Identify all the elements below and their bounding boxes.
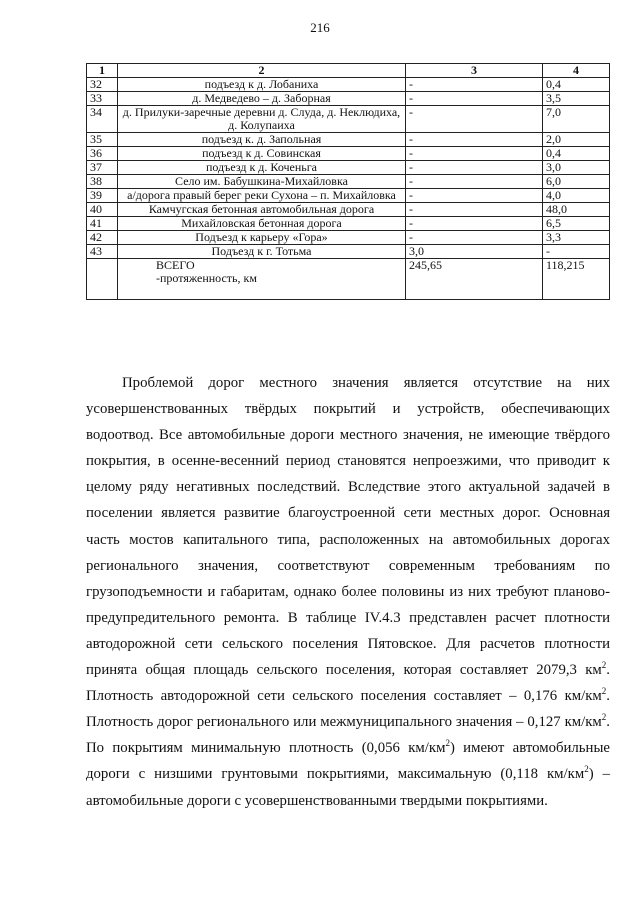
paragraph-text-4: . По покрытиям минимальную плотность (0,056 км/км xyxy=(86,714,610,757)
value-col-3: - xyxy=(406,106,543,133)
table-row xyxy=(87,78,610,92)
value-col-4: 6,5 xyxy=(543,217,610,231)
value-col-4: 0,4 xyxy=(543,78,610,92)
table-row xyxy=(87,217,610,231)
page-number: 216 xyxy=(310,20,330,35)
road-name: подъезд к. д. Запольная xyxy=(118,133,406,147)
table-row xyxy=(87,133,610,147)
table-row xyxy=(87,161,610,175)
total-empty-cell xyxy=(87,259,118,300)
table-row xyxy=(87,175,610,189)
road-name: Подъезд к карьеру «Гора» xyxy=(118,231,406,245)
road-name: Подъезд к г. Тотьма xyxy=(118,245,406,259)
value-col-3: - xyxy=(406,175,543,189)
table-row xyxy=(87,189,610,203)
row-number: 40 xyxy=(87,203,118,217)
total-row xyxy=(87,259,610,300)
superscript: 2 xyxy=(584,764,589,775)
value-col-4: 3,3 xyxy=(543,231,610,245)
header-col-4: 4 xyxy=(543,64,610,78)
value-col-4: 6,0 xyxy=(543,175,610,189)
header-col-2: 2 xyxy=(118,64,406,78)
row-number: 42 xyxy=(87,231,118,245)
value-col-3: - xyxy=(406,78,543,92)
superscript: 2 xyxy=(445,738,450,749)
value-col-3: - xyxy=(406,133,543,147)
row-number: 43 xyxy=(87,245,118,259)
value-col-4: 7,0 xyxy=(543,106,610,133)
value-col-4: 4,0 xyxy=(543,189,610,203)
body-paragraph xyxy=(86,370,610,814)
row-number: 35 xyxy=(87,133,118,147)
row-number: 32 xyxy=(87,78,118,92)
road-name: подъезд к д. Лобаниха xyxy=(118,78,406,92)
total-col-3: 245,65 xyxy=(406,259,543,300)
paragraph-text-5: ) имеют автомобильные дороги с низшими грунтовыми покрытиями, максимальную (0,118 км/км xyxy=(86,740,610,783)
value-col-3: - xyxy=(406,203,543,217)
value-col-4: 2,0 xyxy=(543,133,610,147)
value-col-3: - xyxy=(406,161,543,175)
road-name: Михайловская бетонная дорога xyxy=(118,217,406,231)
value-col-3: - xyxy=(406,147,543,161)
value-col-3: 3,0 xyxy=(406,245,543,259)
road-name: Камчугская бетонная автомобильная дорога xyxy=(118,203,406,217)
superscript: 2 xyxy=(601,712,607,723)
value-col-3: - xyxy=(406,217,543,231)
total-label-line-1: ВСЕГО xyxy=(156,258,195,272)
value-col-4: 3,5 xyxy=(543,92,610,106)
total-col-4: 118,215 xyxy=(543,259,610,300)
table-row xyxy=(87,106,610,133)
paragraph-text-2: . Плотность автодорожной сети сельского поселения составляет – 0,176 км/км xyxy=(86,662,610,705)
table-row xyxy=(87,92,610,106)
road-name: Село им. Бабушкина-Михайловка xyxy=(118,175,406,189)
value-col-4: 0,4 xyxy=(543,147,610,161)
superscript: 2 xyxy=(601,660,607,671)
total-label-line-2: -протяженность, км xyxy=(156,271,257,285)
paragraph-text-3: . Плотность дорог регионального или межмуниципального значения – 0,127 км/км xyxy=(86,688,610,731)
row-number: 33 xyxy=(87,92,118,106)
value-col-4: 48,0 xyxy=(543,203,610,217)
row-number: 41 xyxy=(87,217,118,231)
value-col-4: 3,0 xyxy=(543,161,610,175)
road-name: д. Прилуки-заречные деревни д. Слуда, д. Неклюдиха, д. Колупаиха xyxy=(118,106,406,133)
table-row xyxy=(87,147,610,161)
row-number: 34 xyxy=(87,106,118,133)
row-number: 38 xyxy=(87,175,118,189)
paragraph-text-6: ) – автомобильные дороги с усовершенствованными твердыми покрытиями. xyxy=(86,766,610,809)
road-name: подъезд к д. Коченьга xyxy=(118,161,406,175)
table-row xyxy=(87,231,610,245)
value-col-4: - xyxy=(543,245,610,259)
road-name: д. Медведево – д. Заборная xyxy=(118,92,406,106)
total-label xyxy=(118,259,406,300)
table-row xyxy=(87,245,610,259)
header-col-3: 3 xyxy=(406,64,543,78)
superscript: 2 xyxy=(601,686,607,697)
value-col-3: - xyxy=(406,231,543,245)
value-col-3: - xyxy=(406,92,543,106)
table-row xyxy=(87,203,610,217)
row-number: 39 xyxy=(87,189,118,203)
row-number: 36 xyxy=(87,147,118,161)
road-name: а/дорога правый берег реки Сухона – п. Михайловка xyxy=(118,189,406,203)
road-name: подъезд к д. Совинская xyxy=(118,147,406,161)
header-col-1: 1 xyxy=(87,64,118,78)
table-header-row xyxy=(87,64,610,78)
paragraph-text-1: Проблемой дорог местного значения является отсутствие на них усовершенствованных твёрдых покрытий и устройств, обеспечивающих водоотвод. Все автомобильные дороги местного значения, не имеющие твёрдого покрытия, в осенне-весенний период становятся непроезжими, что приводит к целому ряду негативных последствий. Вследствие этого актуальной задачей в поселении является развитие благоустроенной сети местных дорог. Основная часть мостов капитального типа, расположенных на автомобильных дорогах регионального значения, соответствуют современным требованиям по грузоподъемности и габаритам, однако более половины из них требуют планово-предупредительного ремонта. В таблице IV.4.3 представлен расчет плотности автодорожной сети сельского поселения Пятовское. Для расчетов плотности принята общая площадь сельского поселения, которая составляет 2079,3 км xyxy=(86,375,610,679)
roads-table xyxy=(86,63,610,300)
value-col-3: - xyxy=(406,189,543,203)
row-number: 37 xyxy=(87,161,118,175)
